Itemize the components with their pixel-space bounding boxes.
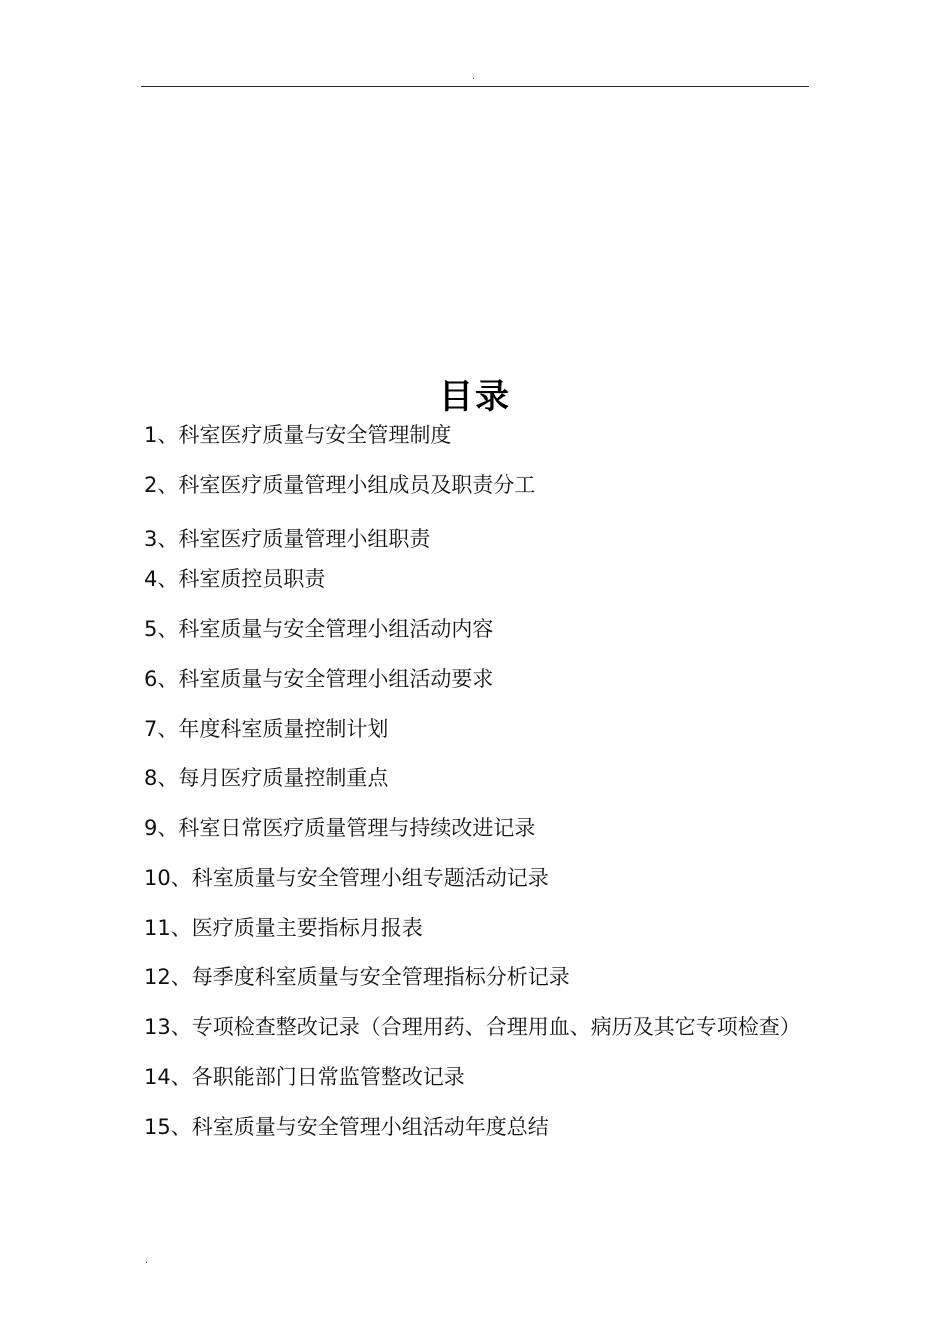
toc-item-2: 2、科室医疗质量管理小组成员及职责分工 <box>144 473 536 497</box>
toc-item-11: 11、医疗质量主要指标月报表 <box>144 916 423 940</box>
toc-item-15: 15、科室质量与安全管理小组活动年度总结 <box>144 1115 549 1139</box>
toc-item-3: 3、科室医疗质量管理小组职责 <box>144 527 431 551</box>
page-title: 目录 <box>439 376 511 417</box>
toc-item-5: 5、科室质量与安全管理小组活动内容 <box>144 617 494 641</box>
toc-item-7: 7、年度科室质量控制计划 <box>144 717 389 741</box>
header-rule <box>141 86 809 87</box>
header-dot: . <box>472 71 476 82</box>
toc-item-6: 6、科室质量与安全管理小组活动要求 <box>144 667 494 691</box>
toc-item-10: 10、科室质量与安全管理小组专题活动记录 <box>144 866 549 890</box>
toc-item-12: 12、每季度科室质量与安全管理指标分析记录 <box>144 965 570 989</box>
toc-item-8: 8、每月医疗质量控制重点 <box>144 766 389 790</box>
toc-item-13: 13、专项检查整改记录（合理用药、合理用血、病历及其它专项检查） <box>144 1015 801 1039</box>
toc-item-9: 9、科室日常医疗质量管理与持续改进记录 <box>144 816 536 840</box>
toc-item-4: 4、科室质控员职责 <box>144 567 326 591</box>
footer-dot: . <box>145 1255 149 1266</box>
toc-item-1: 1、科室医疗质量与安全管理制度 <box>144 423 452 447</box>
toc-item-14: 14、各职能部门日常监管整改记录 <box>144 1065 465 1089</box>
